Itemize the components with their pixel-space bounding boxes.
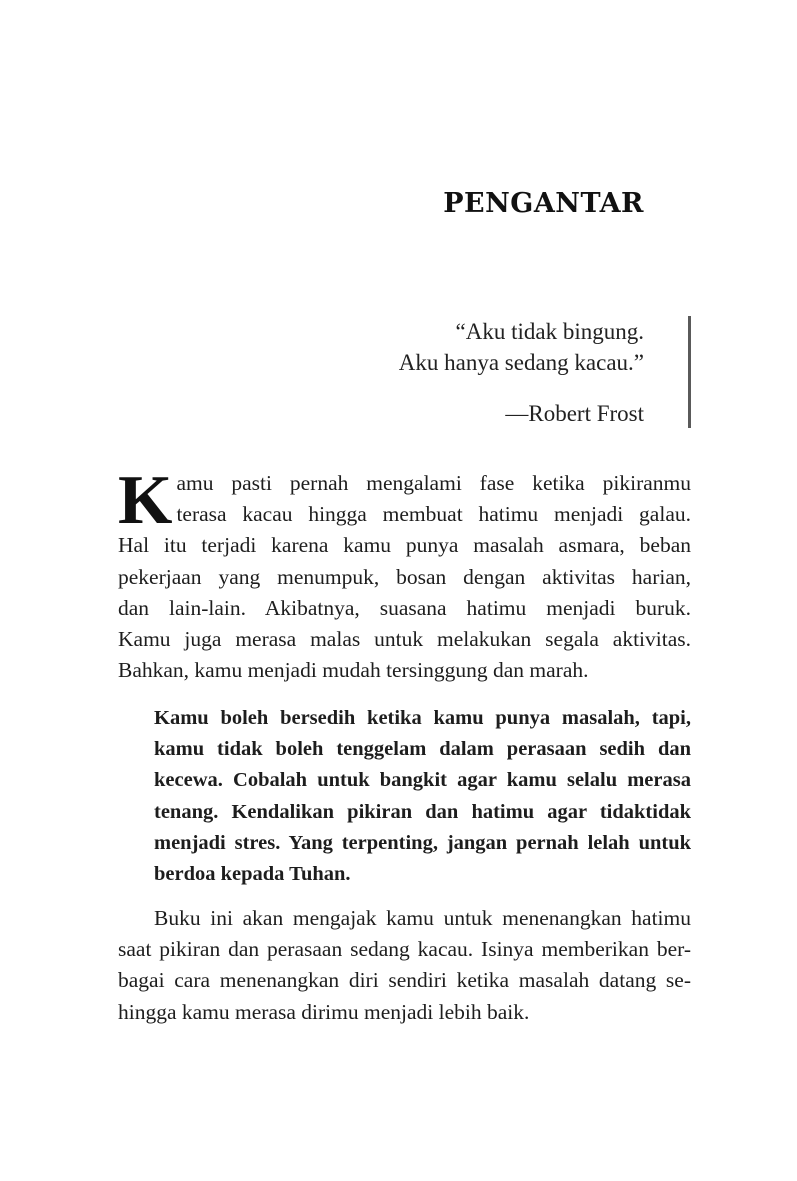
paragraph-line: hingga kamu merasa dirimu menjadi lebih baik. — [118, 999, 530, 1024]
drop-cap: K — [118, 462, 173, 539]
paragraph-line: pekerjaan yang menumpuk, bosan dengan aktivitas harian, — [118, 564, 691, 589]
epigraph — [300, 316, 691, 428]
paragraph-line: menjadi stres. Yang terpenting, jangan pernah lelah untuk — [154, 831, 691, 854]
paragraph-line: amu pasti pernah mengalami fase ketika pikiranmu — [176, 471, 691, 495]
paragraph-line: bagai cara menenangkan diri sendiri ketika masalah datang se- — [118, 968, 691, 993]
epigraph-quote-line: Aku hanya sedang kacau.” — [398, 350, 644, 375]
paragraph-line: terasa kacau hingga membuat hatimu menjadi galau. — [176, 502, 691, 527]
paragraph-line: dan lain-lain. Akibatnya, suasana hatimu menjadi buruk. — [118, 595, 691, 620]
paragraph-line: berdoa kepada Tuhan. — [154, 863, 351, 886]
paragraph-line: Buku ini akan mengajak kamu untuk menenangkan hatimu — [154, 906, 691, 930]
paragraph-intro — [118, 462, 691, 686]
paragraph-line: kamu tidak boleh tenggelam dalam perasaan sedih dan — [154, 738, 691, 761]
paragraph-emphasis — [154, 703, 691, 890]
paragraph-line: Hal itu terjadi karena kamu punya masalah asmara, beban — [118, 533, 691, 558]
paragraph-line: Kamu juga merasa malas untuk melakukan segala aktivitas. — [118, 627, 691, 652]
epigraph-quote-line: “Aku tidak bingung. — [455, 319, 644, 344]
paragraph-closing — [118, 903, 691, 1028]
paragraph-line: Kamu boleh bersedih ketika kamu punya masalah, tapi, — [154, 707, 691, 729]
paragraph-line: tenang. Kendalikan pikiran dan hatimu agar tidaktidak — [154, 800, 691, 823]
paragraph-line: Bahkan, kamu menjadi mudah tersinggung dan marah. — [118, 658, 589, 683]
epigraph-vertical-rule — [688, 316, 691, 428]
epigraph-author: —Robert Frost — [505, 401, 644, 426]
paragraph-line: saat pikiran dan perasaan sedang kacau. Isinya memberikan ber- — [118, 937, 691, 962]
paragraph-line: kecewa. Cobalah untuk bangkit agar kamu selalu merasa — [154, 769, 691, 792]
epigraph-quote — [399, 316, 644, 378]
page-title: PENGANTAR — [443, 188, 644, 219]
